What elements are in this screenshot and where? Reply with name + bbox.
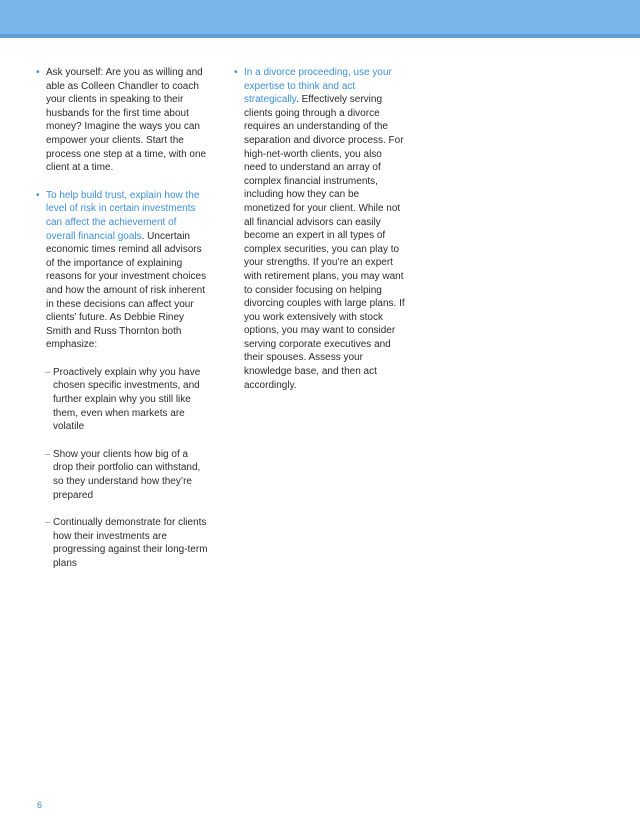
sub-item-text: Continually demonstrate for clients how their investments are progressing against their long-term plans [53,517,208,569]
bullet-text: . Uncertain economic times remind all advisors of the importance of explaining reasons for your investment choices and how the amount of risk inherent in these decisions can affect your clients’ future. As Debbie Riney Smith and Russ Thornton both emphasize: [46,230,207,351]
sub-dash: – [45,448,51,460]
bullet-text: Ask yourself: Are you as willing and able as Colleen Chandler to coach your clients in speaking to their husbands for the first time about money? Imagine the ways you can empower your clients. Start the process one step at a time, with one client at a time. [46,67,207,174]
bullet-highlight: In a divorce proceeding, use your expertise to think and act strategically [244,67,392,106]
header-band [0,0,640,38]
sub-item-text: Proactively explain why you have chosen specific investments, and further explain why you still like them, even when markets are volatile [53,366,201,433]
sub-item-demonstrate-progress [36,516,208,570]
bullet-dot: • [36,67,40,78]
sub-item-portfolio-drop [36,448,208,502]
right-column [234,66,406,406]
bullet-item-divorce [234,66,406,392]
sub-list [36,366,208,571]
bullet-item-build-trust [36,189,208,352]
bullet-item-coaching [36,66,208,175]
bullet-highlight: To help build trust, explain how the level of risk in certain investments can affect the achievement of overall financial goals [46,189,200,242]
bullet-dot: • [36,189,40,201]
sub-dash: – [45,366,51,378]
page-number: 6 [37,800,43,810]
bullet-dot: • [234,67,238,78]
header-stripe [0,34,640,38]
sub-dash: – [45,517,51,529]
sub-item-text: Show your clients how big of a drop their portfolio can withstand, so they understand how they’re prepared [53,448,201,501]
left-column [36,66,208,585]
bullet-text: . Effectively serving clients going through a divorce requires an understanding of the separation and divorce process. For high-net-worth clients, you also need to understand an array of complex financial instruments, including how they can be monetized for your client. While not all financial advisors can easily become an expert in all types of complex securities, you can play to your strengths. If you’re an expert with retirement plans, you may want to consider focusing on helping divorcing couples with large plans. If you work extensively with stock options, you may want to consider serving corporate executives and their spouses. Assess your knowledge base, and then act accordingly. [244,94,405,391]
sub-item-explain-investments [36,366,208,434]
